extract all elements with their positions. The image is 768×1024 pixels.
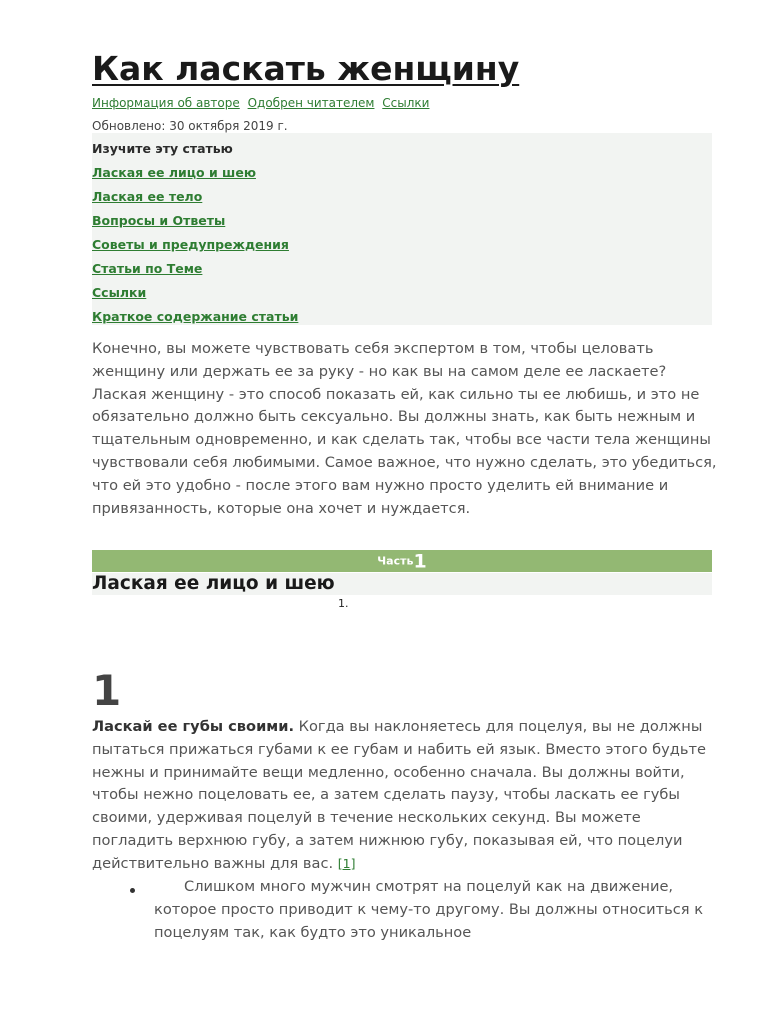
toc-item-face-neck[interactable]: Лаская ее лицо и шею bbox=[92, 165, 256, 180]
toc-item-references[interactable]: Ссылки bbox=[92, 285, 147, 300]
page-title: Как ласкать женщину bbox=[92, 49, 520, 88]
toc-item-tips[interactable]: Советы и предупреждения bbox=[92, 237, 289, 252]
reference-link[interactable]: [1] bbox=[337, 855, 356, 871]
updated-date: Обновлено: 30 октября 2019 г. bbox=[92, 119, 288, 133]
part-label: Часть bbox=[377, 554, 414, 568]
article-meta-links bbox=[92, 95, 433, 111]
table-of-contents bbox=[92, 133, 712, 325]
section-heading-bar bbox=[92, 573, 712, 595]
author-info-link[interactable]: Информация об авторе bbox=[92, 96, 240, 110]
step-lead: Ласкай ее губы своими. bbox=[92, 718, 294, 735]
part-number: 1 bbox=[413, 550, 427, 573]
intro-paragraph: Конечно, вы можете чувствовать себя экспертом в том, чтобы целовать женщину или держать ее за руку - но как вы на самом деле ее ласкаете? Лаская женщину - это способ показать ей, как сильно ты ее любишь, и это не обязательно должно быть сексуально. Вы должны знать, как быть нежным и тщательным одновременно, и как сделать так, чтобы все части тела женщины чувствовали себя любимыми. Самое важное, что нужно сделать, это убедиться, что ей это удобно - после этого вам нужно просто уделить ей внимание и привязанность, которые она хочет и нуждается. bbox=[92, 340, 717, 517]
toc-item-related[interactable]: Статьи по Теме bbox=[92, 261, 203, 276]
step-paragraph bbox=[92, 716, 717, 876]
toc-item-body[interactable]: Лаская ее тело bbox=[92, 189, 203, 204]
toc-item-summary[interactable]: Краткое содержание статьи bbox=[92, 309, 299, 324]
step-body: Когда вы наклоняетесь для поцелуя, вы не должны пытаться прижаться губами к ее губам и набить ей язык. Вместо этого будьте нежны и принимайте вещи медленно, особенно сначала. Вы должны войти, чтобы нежно поцеловать ее, а затем сделать паузу, чтобы ласкать ее губы своими, удерживая поцелуй в течение нескольких секунд. Вы можете погладить верхнюю губу, а затем нижнюю губу, показывая ей, что поцелуи действительно важны для вас. bbox=[92, 718, 706, 872]
step-number: 1 bbox=[92, 666, 122, 715]
reader-approved-link[interactable]: Одобрен читателем bbox=[247, 96, 375, 110]
part-banner bbox=[92, 550, 712, 572]
bullet-icon bbox=[130, 888, 135, 893]
toc-item-qa[interactable]: Вопросы и Ответы bbox=[92, 213, 226, 228]
list-marker: 1. bbox=[338, 597, 349, 610]
toc-heading: Изучите эту статью bbox=[92, 141, 233, 156]
references-link[interactable]: Ссылки bbox=[382, 96, 430, 110]
bullet-item: Слишком много мужчин смотрят на поцелуй как на движение, которое просто приводит к чему-то другому. Вы должны относиться к поцелуям так, как будто это уникальное bbox=[154, 878, 704, 941]
section-heading: Лаская ее лицо и шею bbox=[92, 573, 335, 594]
